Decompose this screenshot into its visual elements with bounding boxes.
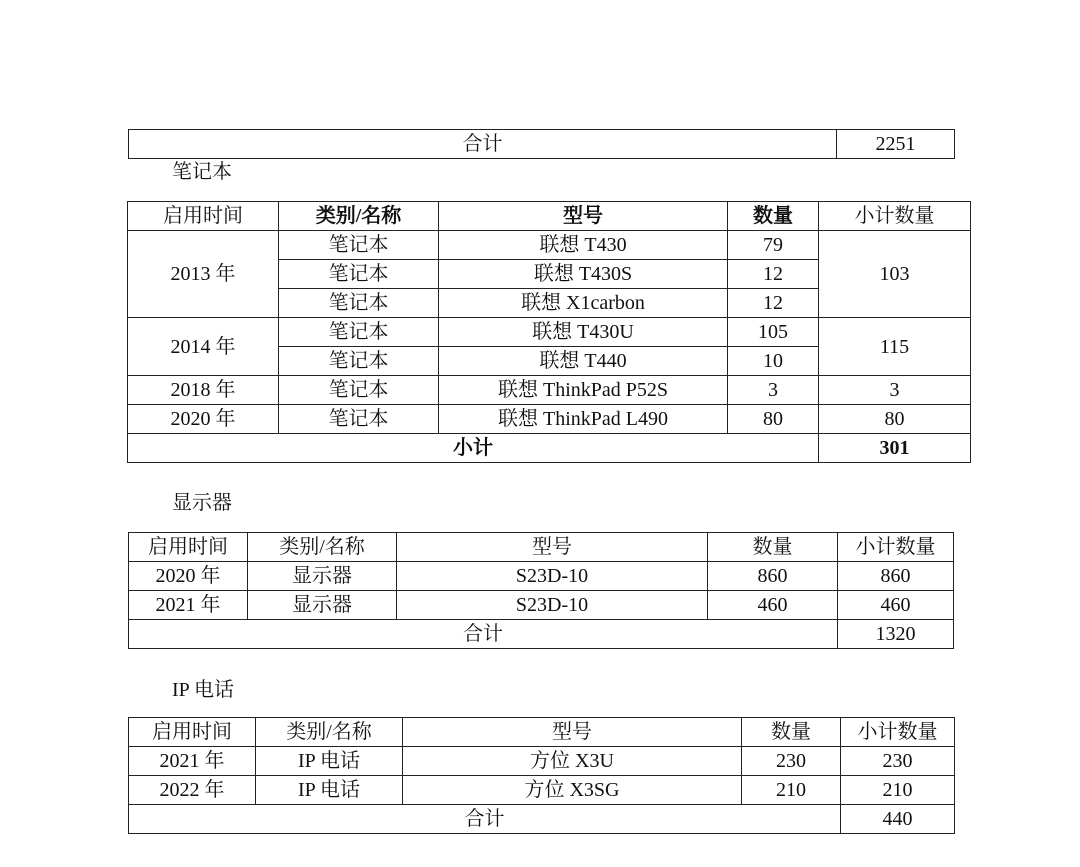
model-cell: 联想 T430: [439, 231, 728, 260]
model-cell: S23D-10: [397, 562, 708, 591]
qty-cell: 80: [728, 405, 819, 434]
qty-cell: 12: [728, 289, 819, 318]
ip-phone-table: [128, 717, 955, 834]
header-date: 启用时间: [129, 718, 256, 747]
notebook-section-title: 笔记本: [172, 161, 232, 183]
model-cell: 联想 T430U: [439, 318, 728, 347]
year-cell: 2020 年: [129, 562, 248, 591]
notebook-table: [127, 201, 971, 463]
model-cell: 联想 X1carbon: [439, 289, 728, 318]
header-qty: 数量: [708, 533, 838, 562]
total-label: 合计: [129, 805, 841, 834]
table-row: [129, 130, 955, 159]
model-cell: 方位 X3U: [403, 747, 742, 776]
total-label: 小计: [128, 434, 819, 463]
category-cell: IP 电话: [256, 747, 403, 776]
header-qty: 数量: [742, 718, 841, 747]
subtotal-cell: 103: [819, 231, 971, 318]
header-category: 类别/名称: [279, 202, 439, 231]
model-cell: 联想 T440: [439, 347, 728, 376]
header-qty: 数量: [728, 202, 819, 231]
total-value: 1320: [838, 620, 954, 649]
year-cell: 2020 年: [128, 405, 279, 434]
table-row: [128, 376, 971, 405]
category-cell: 笔记本: [279, 318, 439, 347]
qty-cell: 10: [728, 347, 819, 376]
category-cell: 显示器: [248, 562, 397, 591]
table-row: [128, 231, 971, 260]
table-header-row: [129, 718, 955, 747]
table-row: [129, 562, 954, 591]
qty-cell: 79: [728, 231, 819, 260]
qty-cell: 105: [728, 318, 819, 347]
table-total-row: [129, 805, 955, 834]
category-cell: IP 电话: [256, 776, 403, 805]
subtotal-cell: 230: [841, 747, 955, 776]
header-model: 型号: [439, 202, 728, 231]
top-total-table: [128, 129, 955, 159]
category-cell: 笔记本: [279, 347, 439, 376]
category-cell: 显示器: [248, 591, 397, 620]
model-cell: 联想 ThinkPad L490: [439, 405, 728, 434]
table-row: [128, 405, 971, 434]
category-cell: 笔记本: [279, 376, 439, 405]
category-cell: 笔记本: [279, 260, 439, 289]
header-subtotal: 小计数量: [819, 202, 971, 231]
table-header-row: [129, 533, 954, 562]
year-cell: 2021 年: [129, 591, 248, 620]
header-model: 型号: [403, 718, 742, 747]
qty-cell: 12: [728, 260, 819, 289]
year-cell: 2013 年: [128, 231, 279, 318]
subtotal-cell: 210: [841, 776, 955, 805]
model-cell: 联想 T430S: [439, 260, 728, 289]
year-cell: 2018 年: [128, 376, 279, 405]
subtotal-cell: 460: [838, 591, 954, 620]
subtotal-cell: 115: [819, 318, 971, 376]
table-row: [129, 747, 955, 776]
table-header-row: [128, 202, 971, 231]
table-row: [129, 591, 954, 620]
qty-cell: 860: [708, 562, 838, 591]
table-total-row: [128, 434, 971, 463]
subtotal-cell: 80: [819, 405, 971, 434]
ip-phone-section-title: IP 电话: [172, 679, 235, 701]
model-cell: S23D-10: [397, 591, 708, 620]
table-row: [128, 318, 971, 347]
year-cell: 2014 年: [128, 318, 279, 376]
top-total-value: 2251: [837, 130, 955, 159]
qty-cell: 460: [708, 591, 838, 620]
top-total-label: 合计: [129, 130, 837, 159]
model-cell: 联想 ThinkPad P52S: [439, 376, 728, 405]
total-value: 440: [841, 805, 955, 834]
subtotal-cell: 860: [838, 562, 954, 591]
total-value: 301: [819, 434, 971, 463]
monitor-section-title: 显示器: [172, 492, 232, 514]
header-category: 类别/名称: [248, 533, 397, 562]
qty-cell: 210: [742, 776, 841, 805]
category-cell: 笔记本: [279, 231, 439, 260]
category-cell: 笔记本: [279, 289, 439, 318]
table-row: [129, 776, 955, 805]
category-cell: 笔记本: [279, 405, 439, 434]
header-date: 启用时间: [129, 533, 248, 562]
year-cell: 2022 年: [129, 776, 256, 805]
monitor-table: [128, 532, 954, 649]
header-category: 类别/名称: [256, 718, 403, 747]
header-subtotal: 小计数量: [838, 533, 954, 562]
subtotal-cell: 3: [819, 376, 971, 405]
header-model: 型号: [397, 533, 708, 562]
year-cell: 2021 年: [129, 747, 256, 776]
qty-cell: 3: [728, 376, 819, 405]
qty-cell: 230: [742, 747, 841, 776]
header-subtotal: 小计数量: [841, 718, 955, 747]
header-date: 启用时间: [128, 202, 279, 231]
model-cell: 方位 X3SG: [403, 776, 742, 805]
table-total-row: [129, 620, 954, 649]
total-label: 合计: [129, 620, 838, 649]
